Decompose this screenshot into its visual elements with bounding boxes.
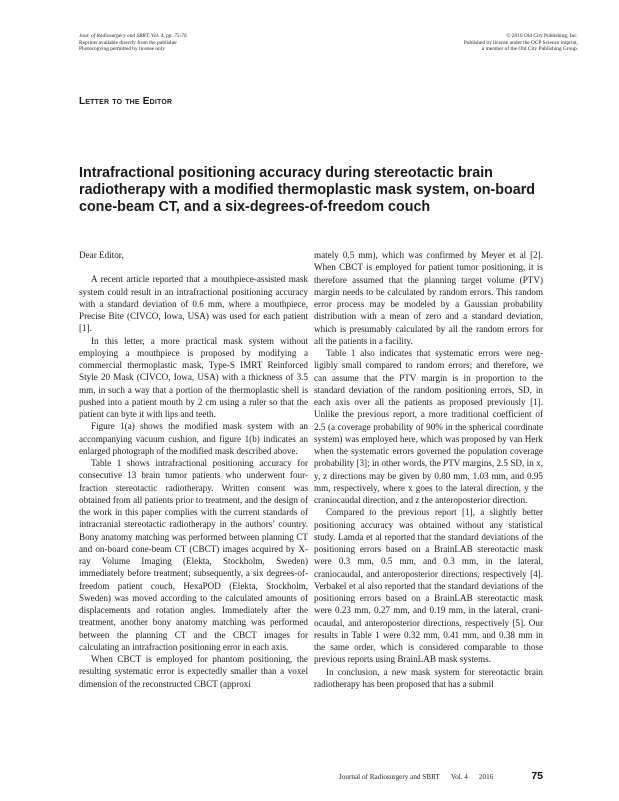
- publisher-group-notice: a member of the Old City Publishing Group.: [481, 46, 578, 53]
- page-footer: [339, 770, 543, 782]
- paragraph: Table 1 shows intrafractional positioning accuracy for consecutive 13 brain tumor patients who underwent four-fraction stereotactic radiotherapy. Written consent was obtained from all patients prior to treatment, and the design of the work in this paper complies with the current standards of intracranial stereotactic radiotherapy in the authors’ country. Bony anatomy matching was performed between planning CT and on-board cone-beam CT (CBCT) images acquired by X-ray Volume Imaging (Elekta, Stockholm, Sweden) immediately before treatment; subsequently, a six degrees-of-freedom patient couch, HexaPOD (Elekta, Stockholm, Sweden) was moved according to the calculated amounts of displacements and rotation angles. Immediately after the treatment, another bony anatomy matching was performed between the planning CT and the CBCT images for calculating an intrafraction positioning error in each axis.: [79, 458, 308, 652]
- body-column-left: [79, 249, 308, 690]
- paragraph-continuation: mately 0.5 mm), which was confirmed by Meyer et al [2]. When CBCT is employed for patient tumor positioning, it is therefore assumed that the planning target volume (PTV) margin needs to be calculated by random errors. This random error process may be modeled by a Gaussian probability distribution with a mean of zero and a standard deviation, which is presumably calculated by all the random errors for all the patients in a facility.: [314, 250, 543, 346]
- paragraph: Figure 1(a) shows the modified mask system with an accompanying vacuum cushion, and figure 1(b) indicates an enlarged photograph of the modified mask described above.: [79, 421, 308, 456]
- paragraph: A recent article reported that a mouthpiece-assisted mask system could result in an intrafractional positioning accuracy with a standard deviation of 0.6 mm, where a mouthpiece, Precise Bite (CIVCO, Iowa, USA) was used for each patient [1].: [79, 274, 308, 334]
- copyright-notice: © 2016 Old City Publishing, Inc.: [506, 33, 578, 39]
- journal-citation: Jour. of Radiosurgery and SBRT, Vol. 4, pp. 75-76: [79, 33, 187, 39]
- article-title: Intrafractional positioning accuracy during stereotactic brain radiotherapy with a modified thermoplastic mask system, on-board cone-beam CT, and a six-degrees-of-freedom couch: [79, 165, 536, 215]
- body-column-right: [314, 249, 543, 690]
- footer-volume: Vol. 4: [450, 773, 468, 781]
- license-notice: Published by license under the OCP Science imprint,: [463, 39, 578, 46]
- paragraph: Table 1 also indicates that systematic errors were negligibly small compared to random errors; and therefore, we can assume that the PTV margin is in proportion to the standard deviation of the random positioning errors, SD, in each axis over all the patients as proposed previously [1]. Unlike the previous report, a more traditional coefficient of 2.5 (a coverage probability of 90% in the spherical coordinate system) was employed here, which was proposed by van Herk when the systematic errors governed the population coverage probability [3]; in other words, the PTV margins, 2.5 SD, in x, y, z directions may be given by 0.80 mm, 1.03 mm, and 0.95 mm, respectively, where x goes to the lateral direction, y the craniocaudal direction, and z the anteroposterior direction.: [314, 348, 543, 505]
- paragraph: In conclusion, a new mask system for stereotactic brain radiotherapy has been proposed that has a submil: [314, 666, 543, 689]
- paragraph: Compared to the previous report [1], a slightly better positioning accuracy was obtained without any statistical study. Lamda et al reported that the standard deviations of the positioning errors based on a BrainLAB stereotactic mask were 0.3 mm, 0.5 mm, and 0.3 mm, in the lateral, craniocaudal, and anteroposterior directions, respectively [4]. Verbakel et al also reported that the standard deviations of the positioning errors based on a BrainLAB stereotactic mask were 0.23 mm, 0.27 mm, and 0.19 mm, in the lateral, craniocaudal, and anteroposterior directions, respectively [5]. Our results in Table 1 were 0.32 mm, 0.41 mm, and 0.38 mm in the same order, which is considered comparable to those previous reports using BrainLAB mask systems.: [314, 507, 543, 665]
- running-header-right: [464, 33, 578, 53]
- reprints-notice: Reprints available directly from the publisher: [79, 39, 178, 46]
- salutation: Dear Editor,: [79, 250, 124, 260]
- footer-journal-name: Journal of Radiosurgery and SBRT: [339, 773, 440, 781]
- section-label: Letter to the Editor: [79, 96, 173, 107]
- footer-year: 2016: [478, 773, 494, 781]
- paragraph: When CBCT is employed for phantom positioning, the resulting systematic error is expectedly smaller than a voxel dimension of the reconstructed CBCT (approxi: [79, 654, 308, 689]
- paragraph: In this letter, a more practical mask system without employing a mouthpiece is proposed by modifying a commercial thermoplastic mask, Type-S IMRT Reinforced Style 20 Mask (CIVCO, Iowa, USA) with a thickness of 3.5 mm, in such a way that a portion of the thermoplastic shell is pushed into a patient mouth by 2 cm using a ruler so that the patient can byte it with lips and teeth.: [79, 335, 308, 419]
- photocopy-notice: Photocopying permitted by license only: [79, 46, 165, 53]
- page-number: 75: [531, 770, 543, 782]
- running-header-left: [79, 33, 187, 53]
